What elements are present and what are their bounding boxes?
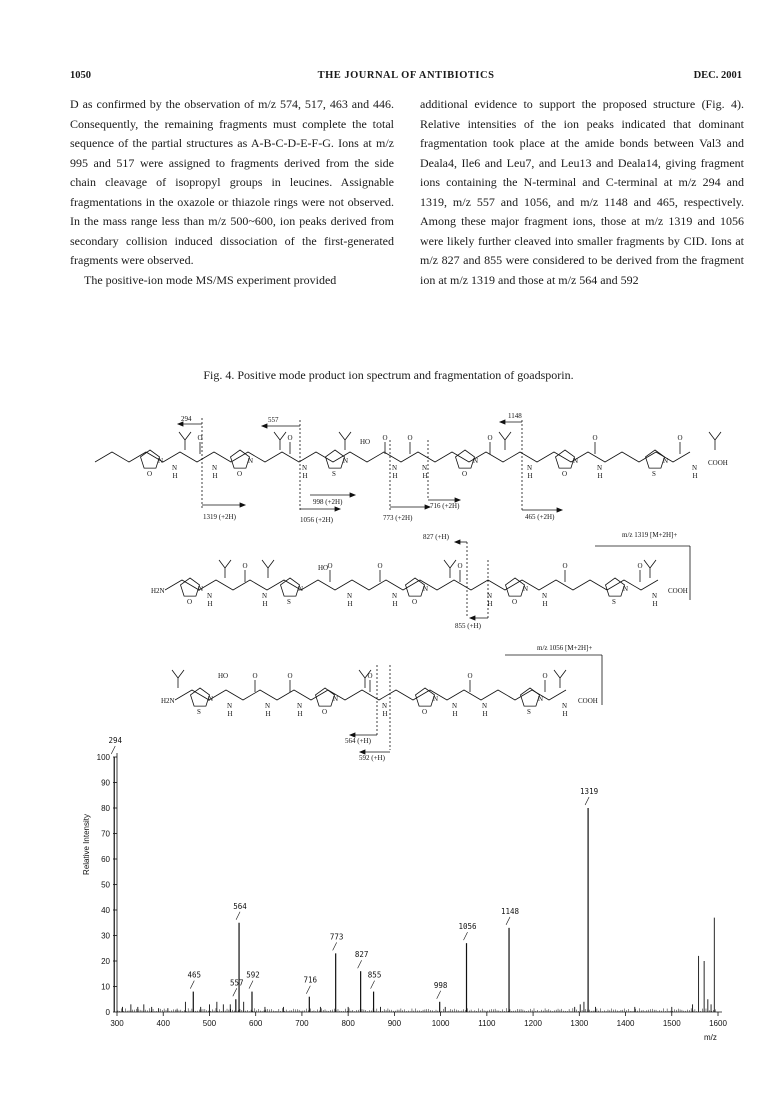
backbone-bond <box>175 690 566 700</box>
oxygen-atom: O <box>287 672 293 680</box>
hydrogen-atom: H <box>392 472 398 480</box>
left-paragraph-2: The positive-ion mode MS/MS experiment provided <box>84 272 337 287</box>
hydrogen-atom: H <box>487 600 493 608</box>
x-tick-label: 900 <box>387 1019 402 1028</box>
structure-labels <box>147 412 728 762</box>
alkyl-side-chain <box>444 560 456 578</box>
oxygen-atom: O <box>322 708 328 716</box>
oxygen-atom: O <box>197 434 203 442</box>
alkyl-side-chain <box>179 432 191 450</box>
nitrogen-atom: N <box>392 592 398 600</box>
nitrogen-atom: N <box>302 464 308 472</box>
issue-date: DEC. 2001 <box>693 70 742 81</box>
nitrogen-atom: N <box>623 585 629 593</box>
hydrogen-atom: H <box>297 710 303 718</box>
alkyl-side-chain <box>172 670 184 688</box>
oxygen-atom: O <box>187 598 193 606</box>
nitrogen-atom: N <box>343 457 349 465</box>
peak-pointer <box>190 981 194 989</box>
right-paragraph-1: additional evidence to support the proposed structure (Fig. 4). Relative intensities of the ion peaks indicated that dominant fragmentation took place at the amide bonds between Val3 and Deala4, Ile6 and Leu7, and Leu13 and Deala14, giving fragment ions containing the N-terminal and C-terminal at m/z 294 and 1319, m/z 557 and 1056, and m/z 1148 and 465, respectively. Among these major fragment ions, those at m/z 1319 and 1056 were likely further cleaved into smaller fragments by CID. Ions at m/z 827 and 855 were considered to be derived from the fragment ion at m/z 1319 and those at m/z 564 and 592 <box>420 97 744 287</box>
nitrogen-atom: N <box>392 464 398 472</box>
fragment-1319-label: 1319 (+2H) <box>203 513 236 521</box>
oxygen-atom: O <box>147 470 153 478</box>
oxygen-atom: O <box>327 562 333 570</box>
hydrogen-atom: H <box>542 600 548 608</box>
hydrogen-atom: H <box>692 472 698 480</box>
sulfur-atom: S <box>612 598 616 606</box>
hydrogen-atom: H <box>262 600 268 608</box>
fragment-773-label: 773 (+2H) <box>383 514 413 522</box>
arrow-head <box>335 507 340 511</box>
oxygen-atom: O <box>677 434 683 442</box>
x-tick-label: 300 <box>110 1019 124 1028</box>
oxygen-atom: O <box>367 672 373 680</box>
arrow-head <box>350 493 355 497</box>
oxygen-atom: O <box>562 470 568 478</box>
x-tick-label: 1000 <box>431 1019 450 1028</box>
figure-caption: Fig. 4. Positive mode product ion spectrum and fragmentation of goadsporin. <box>203 368 574 382</box>
hydrogen-atom: H <box>597 472 603 480</box>
x-tick-label: 500 <box>202 1019 217 1028</box>
peak-pointer <box>306 986 310 994</box>
alkyl-side-chain <box>644 560 656 578</box>
nitrogen-atom: N <box>262 592 268 600</box>
fragment-1148-label: 1148 <box>508 412 522 420</box>
x-tick-label: 600 <box>249 1019 263 1028</box>
oxygen-atom: O <box>412 598 418 606</box>
hydrogen-atom: H <box>302 472 308 480</box>
oxygen-atom: O <box>542 672 548 680</box>
y-tick-label: 70 <box>101 829 110 839</box>
page-number: 1050 <box>70 70 91 81</box>
arrow-head <box>455 540 460 544</box>
peak-label-716: 716 <box>303 975 318 985</box>
fragment-1056-label: 1056 (+2H) <box>300 516 333 524</box>
alkyl-side-chain <box>554 670 566 688</box>
oxygen-atom: O <box>462 470 468 478</box>
peak-label-773: 773 <box>329 932 344 942</box>
y-tick-label: 30 <box>101 931 110 941</box>
peak-pointer <box>333 942 337 950</box>
oxazole-ring <box>316 688 335 706</box>
fragment-564-label: 564 (+H) <box>345 737 371 745</box>
x-tick-label: 700 <box>295 1019 309 1028</box>
hydrogen-atom: H <box>172 472 178 480</box>
hydrogen-atom: H <box>422 472 428 480</box>
hydrogen-atom: H <box>382 710 388 718</box>
nitrogen-atom: N <box>473 457 479 465</box>
peak-pointer <box>358 960 362 968</box>
peak-pointer <box>506 917 510 925</box>
peak-label-1319: 1319 <box>580 787 599 796</box>
hydrogen-atom: H <box>227 710 233 718</box>
peak-pointer <box>585 797 589 805</box>
peak-label-1148: 1148 <box>501 906 520 916</box>
nitrogen-atom: N <box>382 702 388 710</box>
thiazole-ring <box>606 578 625 596</box>
y-tick-label: 10 <box>101 982 110 992</box>
hydrogen-atom: H <box>347 600 353 608</box>
x-tick-label: 1500 <box>662 1019 681 1028</box>
fragment-998-label: 998 (+2H) <box>313 498 343 506</box>
y-axis-title: Relative Intensity <box>82 814 91 875</box>
peak-label-998: 998 <box>433 980 448 990</box>
peak-label-564: 564 <box>233 901 247 911</box>
backbone-bond <box>165 580 658 590</box>
cooh-label: COOH <box>578 697 598 705</box>
peak-pointer <box>236 912 240 920</box>
amine-terminus-label: H2N <box>161 697 175 705</box>
peak-pointer <box>371 981 375 989</box>
nitrogen-atom: N <box>248 457 254 465</box>
alkyl-side-chain <box>709 432 721 450</box>
arrow-head <box>240 503 245 507</box>
fragment-592-label: 592 (+H) <box>359 754 385 762</box>
y-tick-label: 50 <box>101 880 110 890</box>
x-axis-title: m/z <box>704 1033 717 1042</box>
oxazole-ring <box>506 578 525 596</box>
nitrogen-atom: N <box>663 457 669 465</box>
peak-label-827: 827 <box>354 950 369 960</box>
hydroxyl-label: HO <box>218 672 229 680</box>
nitrogen-atom: N <box>482 702 488 710</box>
fragment-557-label: 557 <box>268 416 279 424</box>
hydrogen-atom: H <box>265 710 271 718</box>
arrow-head <box>557 508 562 512</box>
nitrogen-atom: N <box>652 592 658 600</box>
nitrogen-atom: N <box>227 702 233 710</box>
nitrogen-atom: N <box>523 585 529 593</box>
fragment-465-label: 465 (+2H) <box>525 513 555 521</box>
nitrogen-atom: N <box>207 592 213 600</box>
x-tick-label: 1300 <box>570 1019 589 1028</box>
oxygen-atom: O <box>382 434 388 442</box>
peak-label-855: 855 <box>367 970 382 980</box>
hydrogen-atom: H <box>527 472 533 480</box>
cooh-label: COOH <box>668 587 688 595</box>
oxygen-atom: O <box>237 470 243 478</box>
fragment-716-label: 716 (+2H) <box>430 502 460 510</box>
x-tick-label: 1600 <box>709 1019 727 1028</box>
fragment-294-label: 294 <box>181 415 192 423</box>
peak-pointer <box>437 991 441 999</box>
peak-label-465: 465 <box>187 970 202 980</box>
nitrogen-atom: N <box>542 592 548 600</box>
hydrogen-atom: H <box>207 600 213 608</box>
arrow-head <box>470 616 475 620</box>
hydrogen-atom: H <box>212 472 218 480</box>
sulfur-atom: S <box>197 708 201 716</box>
sulfur-atom: S <box>332 470 336 478</box>
mass-spectrum-chart <box>82 736 727 1042</box>
nitrogen-atom: N <box>212 464 218 472</box>
nitrogen-atom: N <box>527 464 533 472</box>
peak-label-557: 557 <box>230 978 244 988</box>
cooh-label: COOH <box>708 459 728 467</box>
peak-pointer <box>464 932 468 940</box>
hydroxyl-label: HO <box>318 564 329 572</box>
y-tick-label: 90 <box>101 778 110 788</box>
hydrogen-atom: H <box>652 600 658 608</box>
oxazole-ring <box>141 450 160 468</box>
nitrogen-atom: N <box>573 457 579 465</box>
sulfur-atom: S <box>287 598 291 606</box>
nitrogen-atom: N <box>265 702 271 710</box>
oxazole-ring <box>456 450 475 468</box>
oxazole-ring <box>556 450 575 468</box>
peak-pointer <box>111 746 115 754</box>
y-tick-label: 60 <box>101 855 110 864</box>
hydrogen-atom: H <box>482 710 488 718</box>
hydrogen-atom: H <box>562 710 568 718</box>
oxygen-atom: O <box>467 672 473 680</box>
nitrogen-atom: N <box>347 592 353 600</box>
nitrogen-atom: N <box>158 457 164 465</box>
y-tick-label: 0 <box>105 1008 110 1017</box>
hydroxyl-label: HO <box>360 438 371 446</box>
peak-label-592: 592 <box>246 970 260 980</box>
oxygen-atom: O <box>242 562 248 570</box>
hydrogen-atom: H <box>452 710 458 718</box>
fragment-827-label: 827 (+H) <box>423 533 449 541</box>
nitrogen-atom: N <box>297 702 303 710</box>
oxygen-atom: O <box>377 562 383 570</box>
alkyl-side-chain <box>274 432 286 450</box>
left-paragraph-1: D as confirmed by the observation of m/z 574, 517, 463 and 446. Consequently, the remaining fragments must complete the total sequence of the partial structures as A-B-C-D-E-F-G. Ions at m/z 995 and 517 were assigned to fragments derived from the side chain cleavage of isopropyl groups in leucines. Assignable fragmentations in the oxazole or thiazole rings were not observed. In the mass range less than m/z 500~600, ion peaks derived from secondary collision induced dissociation of the first-generated fragments were observed. <box>70 97 394 267</box>
nitrogen-atom: N <box>452 702 458 710</box>
nitrogen-atom: N <box>198 585 204 593</box>
peak-pointer <box>249 981 253 989</box>
arrow-head <box>500 420 505 424</box>
hydrogen-atom: H <box>392 600 398 608</box>
nitrogen-atom: N <box>298 585 304 593</box>
peak-label-1056: 1056 <box>458 922 477 932</box>
x-tick-label: 1100 <box>478 1019 496 1028</box>
oxygen-atom: O <box>562 562 568 570</box>
x-tick-label: 1200 <box>524 1019 542 1028</box>
oxygen-atom: O <box>512 598 518 606</box>
peak-label-294: 294 <box>108 736 122 745</box>
oxygen-atom: O <box>407 434 413 442</box>
nitrogen-atom: N <box>172 464 178 472</box>
journal-title: THE JOURNAL OF ANTIBIOTICS <box>317 70 495 81</box>
amine-terminus-label: H2N <box>151 587 165 595</box>
x-tick-label: 1400 <box>616 1019 635 1028</box>
alkyl-side-chain <box>219 560 231 578</box>
x-tick-label: 400 <box>156 1019 170 1028</box>
precursor-1319-label: m/z 1319 [M+2H]+ <box>622 531 678 539</box>
nitrogen-atom: N <box>562 702 568 710</box>
alkyl-side-chain <box>339 432 351 450</box>
nitrogen-atom: N <box>692 464 698 472</box>
oxygen-atom: O <box>487 434 493 442</box>
alkyl-side-chain <box>262 560 274 578</box>
oxygen-atom: O <box>592 434 598 442</box>
nitrogen-atom: N <box>422 464 428 472</box>
sulfur-atom: S <box>527 708 531 716</box>
arrow-head <box>262 424 267 428</box>
alkyl-side-chain <box>499 432 511 450</box>
nitrogen-atom: N <box>333 695 339 703</box>
fragment-855-label: 855 (+H) <box>455 622 481 630</box>
nitrogen-atom: N <box>433 695 439 703</box>
oxygen-atom: O <box>287 434 293 442</box>
nitrogen-atom: N <box>423 585 429 593</box>
oxygen-atom: O <box>252 672 258 680</box>
oxygen-atom: O <box>457 562 463 570</box>
peak-pointer <box>233 988 237 996</box>
y-tick-label: 40 <box>101 906 110 915</box>
x-tick-label: 800 <box>341 1019 355 1028</box>
y-tick-label: 100 <box>96 753 110 762</box>
sulfur-atom: S <box>652 470 656 478</box>
y-tick-label: 80 <box>101 804 110 813</box>
y-tick-label: 20 <box>101 957 110 966</box>
nitrogen-atom: N <box>597 464 603 472</box>
oxygen-atom: O <box>637 562 643 570</box>
oxygen-atom: O <box>422 708 428 716</box>
nitrogen-atom: N <box>208 695 214 703</box>
backbone-bond <box>95 452 690 462</box>
precursor-1056-label: m/z 1056 [M+2H]+ <box>537 644 593 652</box>
nitrogen-atom: N <box>487 592 493 600</box>
nitrogen-atom: N <box>538 695 544 703</box>
